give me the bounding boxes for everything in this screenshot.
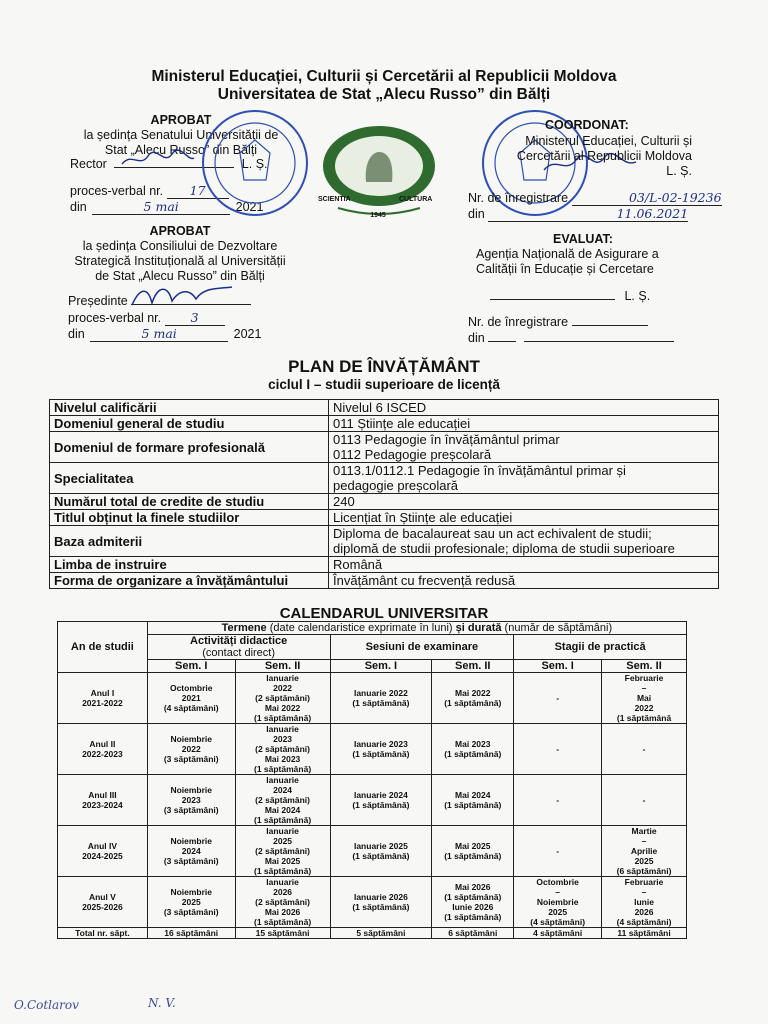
- calendar-cell-a2: Ianuarie 2025 (2 săptămâni) Mai 2025 (1 săptămână): [235, 826, 330, 877]
- total-cell-a1: 16 săptămâni: [147, 928, 235, 939]
- info-value: [329, 463, 719, 494]
- info-value-line: 0113.1/0112.1 Pedagogie în învățământul primar și: [333, 463, 626, 478]
- calendar-cell-a1: Noiembrie 2023 (3 săptămâni): [147, 775, 235, 826]
- logo-right-text: CULTURA: [399, 196, 433, 203]
- info-label: Domeniul general de studiu: [50, 416, 329, 432]
- info-value-line: Diploma de bacalaureat sau un act echivalent de studii;: [333, 526, 652, 541]
- activities-title: Activități didactice: [190, 635, 288, 647]
- info-value: [329, 494, 719, 510]
- evaluated-title: [553, 232, 613, 247]
- footer-signature-center: N. V.: [148, 996, 176, 1010]
- evaluated-date-line: [468, 331, 674, 346]
- council-pv-number: 3: [165, 310, 225, 326]
- council-text-2: Strategică Instituțională al Universității: [74, 254, 286, 268]
- calendar-row: [58, 877, 687, 928]
- calendar-table: [57, 621, 687, 939]
- info-value-line: 0112 Pedagogie preșcolară: [333, 447, 492, 462]
- calendar-cell-p2: Februarie – Mai 2022 (1 săptămână: [602, 673, 687, 724]
- calendar-cell-year: Anul V 2025-2026: [58, 877, 148, 928]
- calendar-row: [58, 673, 687, 724]
- rector-signature-icon: [118, 148, 198, 170]
- sem-header: Sem. II: [235, 660, 330, 673]
- evaluated-reg-line: [468, 315, 648, 330]
- university-title: Universitatea de Stat „Alecu Russo” din Bălți: [217, 86, 551, 103]
- total-cell-p2: 11 săptămâni: [602, 928, 687, 939]
- logo-left-text: SCIENTIA: [318, 196, 351, 203]
- council-year: 2021: [233, 327, 262, 341]
- senate-date-label: din: [70, 200, 87, 214]
- sem-header: Sem. II: [432, 660, 514, 673]
- info-value: [329, 416, 719, 432]
- terms-bold-2: și durată: [455, 622, 502, 634]
- calendar-cell-a1: Noiembrie 2024 (3 săptămâni): [147, 826, 235, 877]
- president-signature-icon: [128, 281, 238, 311]
- info-row: [50, 416, 719, 432]
- plan-subtitle: ciclul I – studii superioare de licență: [268, 377, 500, 392]
- info-label: Numărul total de credite de studiu: [50, 494, 329, 510]
- info-value-line: diplomă de studii profesionale; diploma de studii superioare: [333, 541, 675, 556]
- calendar-cell-s2: Mai 2024 (1 săptămână): [432, 775, 514, 826]
- coordinated-reg-value: 03/L-02-19236: [572, 190, 722, 206]
- calendar-cell-p2: -: [602, 724, 687, 775]
- calendar-cell-p1: -: [514, 826, 602, 877]
- calendar-cell-p1: -: [514, 673, 602, 724]
- evaluated-text-2: Calității în Educație și Cercetare: [476, 262, 654, 276]
- council-pv-label: proces-verbal nr.: [68, 311, 162, 325]
- info-row: [50, 400, 719, 416]
- calendar-cell-year: Anul IV 2024-2025: [58, 826, 148, 877]
- evaluated-ls: L. Ș.: [624, 289, 651, 303]
- senate-date-value: 5 mai: [92, 199, 230, 215]
- info-value-line: pedagogie preșcolară: [333, 478, 459, 493]
- calendar-cell-p2: Martie – Aprilie 2025 (6 săptămâni): [602, 826, 687, 877]
- info-value-line: 011 Științe ale educației: [333, 416, 471, 431]
- calendar-cell-p1: Octombrie – Noiembrie 2025 (4 săptămâni): [514, 877, 602, 928]
- evaluated-title-text: EVALUAT:: [553, 232, 613, 246]
- calendar-cell-s2: Mai 2025 (1 săptămână): [432, 826, 514, 877]
- evaluated-date-label: din: [468, 331, 485, 345]
- info-value-line: Învățământ cu frecvență redusă: [333, 573, 516, 588]
- sem-header: Sem. II: [602, 660, 687, 673]
- calendar-cell-a1: Noiembrie 2022 (3 săptămâni): [147, 724, 235, 775]
- senate-pv-number: 17: [167, 183, 229, 199]
- calendar-cell-a1: Octombrie 2021 (4 săptămâni): [147, 673, 235, 724]
- info-value: [329, 510, 719, 526]
- university-logo: [318, 122, 440, 220]
- info-value-line: Română: [333, 557, 383, 572]
- council-date-value: 5 mai: [90, 326, 228, 342]
- evaluated-reg-label: Nr. de înregistrare: [468, 315, 569, 329]
- info-row: [50, 573, 719, 589]
- coordinated-date-label: din: [468, 207, 485, 221]
- senate-pv-label: proces-verbal nr.: [70, 184, 164, 198]
- calendar-cell-p1: -: [514, 775, 602, 826]
- practice-header: Stagii de practică: [514, 635, 687, 660]
- senate-year: 2021: [235, 200, 264, 214]
- total-cell-a2: 15 săptămâni: [235, 928, 330, 939]
- calendar-row: [58, 775, 687, 826]
- qualification-table: [49, 399, 719, 589]
- calendar-cell-year: Anul I 2021-2022: [58, 673, 148, 724]
- senate-ls: L. Ș.: [241, 157, 268, 171]
- terms-header: [147, 622, 686, 635]
- sem-header: Sem. I: [330, 660, 432, 673]
- col-year-header: An de studii: [58, 622, 148, 673]
- terms-text-2: (număr de săptămâni): [501, 622, 613, 634]
- info-value-line: Nivelul 6 ISCED: [333, 400, 427, 415]
- calendar-row: [58, 826, 687, 877]
- calendar-cell-s1: Ianuarie 2023 (1 săptămână): [330, 724, 432, 775]
- coordinated-ls: L. Ș.: [666, 164, 692, 178]
- sem-header: Sem. I: [147, 660, 235, 673]
- terms-text-1: (date calendaristice exprimate în luni): [266, 622, 456, 634]
- senate-text-2: Stat „Alecu Russo” din Bălți: [104, 143, 258, 157]
- coordinated-text-2: Cercetării al Republicii Moldova: [516, 149, 692, 163]
- council-date-line: [68, 326, 261, 342]
- info-label: Domeniul de formare profesională: [50, 432, 329, 463]
- sem-header: Sem. I: [514, 660, 602, 673]
- info-row: [50, 526, 719, 557]
- coordinated-date-line: [468, 206, 688, 222]
- info-row: [50, 494, 719, 510]
- info-row: [50, 510, 719, 526]
- coordinated-reg-line: [468, 190, 722, 206]
- calendar-cell-p1: -: [514, 724, 602, 775]
- info-row: [50, 432, 719, 463]
- coordinated-text-1: Ministerul Educației, Culturii și: [525, 134, 692, 148]
- calendar-cell-s1: Ianuarie 2024 (1 săptămână): [330, 775, 432, 826]
- council-date-label: din: [68, 327, 85, 341]
- council-approval: [45, 224, 315, 284]
- info-value: [329, 432, 719, 463]
- senate-stamp-icon: [200, 108, 310, 218]
- info-label: Baza admiterii: [50, 526, 329, 557]
- rector-label: Rector: [70, 157, 107, 171]
- total-cell-p1: 4 săptămâni: [514, 928, 602, 939]
- coordinated-reg-label: Nr. de înregistrare: [468, 191, 569, 205]
- council-text-1: la ședința Consiliului de Dezvoltare: [82, 239, 278, 253]
- calendar-cell-p2: -: [602, 775, 687, 826]
- footer-signature-left: O.Cotlarov: [14, 998, 79, 1012]
- council-title: APROBAT: [149, 224, 211, 238]
- info-value: [329, 573, 719, 589]
- calendar-cell-s2: Mai 2026 (1 săptămână) Iunie 2026 (1 săptămână): [432, 877, 514, 928]
- info-label: Titlul obținut la finele studiilor: [50, 510, 329, 526]
- info-label: Forma de organizare a învățământului: [50, 573, 329, 589]
- calendar-total-row: [58, 928, 687, 939]
- approved-title: APROBAT: [150, 113, 212, 127]
- info-label: Specialitatea: [50, 463, 329, 494]
- calendar-cell-s1: Ianuarie 2025 (1 săptămână): [330, 826, 432, 877]
- activities-sub: (contact direct): [202, 647, 276, 659]
- senate-text-1: la ședința Senatului Universității de: [83, 128, 279, 142]
- evaluated-text: [476, 247, 659, 277]
- logo-year: 1945: [370, 212, 386, 219]
- coordinated-title: [545, 118, 629, 133]
- calendar-cell-a2: Ianuarie 2026 (2 săptămâni) Mai 2026 (1 săptămână): [235, 877, 330, 928]
- coordinated-date-value: 11.06.2021: [488, 206, 688, 222]
- calendar-row: [58, 724, 687, 775]
- info-row: [50, 463, 719, 494]
- calendar-cell-year: Anul III 2023-2024: [58, 775, 148, 826]
- info-value: [329, 526, 719, 557]
- calendar-cell-s1: Ianuarie 2026 (1 săptămână): [330, 877, 432, 928]
- calendar-cell-s1: Ianuarie 2022 (1 săptămână): [330, 673, 432, 724]
- ministry-title: Ministerul Educației, Culturii și Cercetării al Republicii Moldova: [151, 68, 617, 85]
- total-cell-s2: 6 săptămâni: [432, 928, 514, 939]
- calendar-cell-s2: Mai 2022 (1 săptămână): [432, 673, 514, 724]
- total-cell-label: Total nr. săpt.: [58, 928, 148, 939]
- calendar-cell-a2: Ianuarie 2022 (2 săptămâni) Mai 2022 (1 săptămână): [235, 673, 330, 724]
- info-value-line: 240: [333, 494, 355, 509]
- calendar-cell-p2: Februarie – Iunie 2026 (4 săptămâni): [602, 877, 687, 928]
- calendar-cell-a2: Ianuarie 2024 (2 săptămâni) Mai 2024 (1 săptămână): [235, 775, 330, 826]
- calendar-title: CALENDARUL UNIVERSITAR: [279, 605, 489, 622]
- total-cell-s1: 5 săptămâni: [330, 928, 432, 939]
- activities-header: [147, 635, 330, 660]
- council-pv-line: [68, 310, 225, 326]
- calendar-cell-year: Anul II 2022-2023: [58, 724, 148, 775]
- council-text-3: de Stat „Alecu Russo” din Bălți: [95, 269, 265, 283]
- plan-title: PLAN DE ÎNVĂȚĂMÂNT: [288, 357, 480, 376]
- info-label: Nivelul calificării: [50, 400, 329, 416]
- sessions-header: Sesiuni de examinare: [330, 635, 514, 660]
- info-value: [329, 400, 719, 416]
- terms-bold-1: Termene: [221, 622, 267, 634]
- calendar-cell-s2: Mai 2023 (1 săptămână): [432, 724, 514, 775]
- coordinated-title-text: COORDONAT:: [545, 118, 629, 132]
- coordinated-text: [482, 134, 692, 179]
- info-value: [329, 557, 719, 573]
- info-value-line: 0113 Pedagogie în învățământul primar: [333, 432, 560, 447]
- calendar-cell-a2: Ianuarie 2023 (2 săptămâni) Mai 2023 (1 săptămână): [235, 724, 330, 775]
- info-label: Limba de instruire: [50, 557, 329, 573]
- evaluated-sign-line: [490, 289, 650, 304]
- president-label: Președinte: [68, 294, 128, 308]
- info-row: [50, 557, 719, 573]
- evaluated-text-1: Agenția Națională de Asigurare a: [476, 247, 659, 261]
- calendar-cell-a1: Noiembrie 2025 (3 săptămâni): [147, 877, 235, 928]
- info-value-line: Licențiat în Științe ale educației: [333, 510, 513, 525]
